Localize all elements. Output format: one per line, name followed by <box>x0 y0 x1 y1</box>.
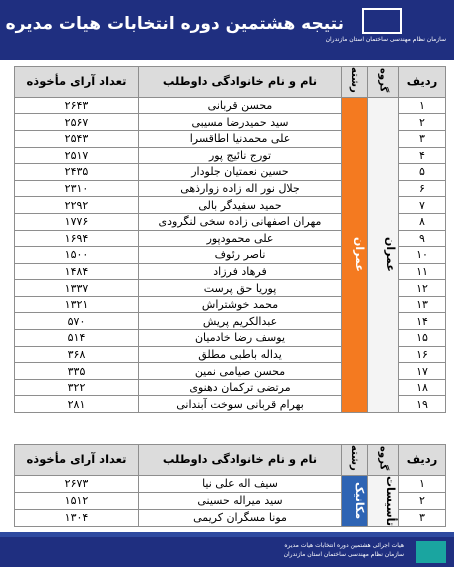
candidate-name: مهران اصفهانی زاده سخی لنگرودی <box>139 213 342 230</box>
row-number: ۵ <box>399 164 446 181</box>
vote-count: ۱۶۹۴ <box>15 230 139 247</box>
row-number: ۲ <box>399 114 446 131</box>
candidate-name: عبدالکریم پریش <box>139 313 342 330</box>
vote-count: ۲۴۳۵ <box>15 164 139 181</box>
row-number: ۱۹ <box>399 396 446 413</box>
candidate-name: سید حمیدرضا مسیبی <box>139 114 342 131</box>
candidate-name: حسین نعمتیان جلودار <box>139 164 342 181</box>
vote-count: ۲۳۱۰ <box>15 180 139 197</box>
vote-count: ۱۴۸۴ <box>15 263 139 280</box>
candidate-name: سید میراله حسینی <box>139 492 342 509</box>
field-cell: مکانیک <box>342 475 368 526</box>
row-number: ۱۱ <box>399 263 446 280</box>
footer-line-2: سازمان نظام مهندسی ساختمان استان مازندران <box>283 551 404 558</box>
footer-logo-icon <box>416 541 446 563</box>
col-header-field: رشته <box>342 67 368 98</box>
candidate-name: فرهاد فرزاد <box>139 263 342 280</box>
table-row <box>15 475 446 492</box>
page-header <box>0 0 454 60</box>
vote-count: ۲۸۱ <box>15 396 139 413</box>
col-header-num: ردیف <box>399 67 446 98</box>
row-number: ۲ <box>399 492 446 509</box>
row-number: ۱۰ <box>399 247 446 264</box>
row-number: ۱۵ <box>399 330 446 347</box>
vote-count: ۱۵۰۰ <box>15 247 139 264</box>
candidate-name: یوسف رضا خادمیان <box>139 330 342 347</box>
candidate-name: محسن صیامی نمین <box>139 363 342 380</box>
candidate-name: تورج نائیج پور <box>139 147 342 164</box>
vote-count: ۳۲۲ <box>15 379 139 396</box>
row-number: ۱۳ <box>399 296 446 313</box>
row-number: ۳ <box>399 509 446 526</box>
col-header-group: گروه <box>368 445 399 476</box>
vote-count: ۲۲۹۲ <box>15 197 139 214</box>
col-header-votes: تعداد آرای مأخوذه <box>15 67 139 98</box>
candidate-name: مونا مسگران کریمی <box>139 509 342 526</box>
vote-count: ۲۶۴۳ <box>15 97 139 114</box>
results-table-civil <box>14 66 446 413</box>
row-number: ۹ <box>399 230 446 247</box>
vote-count: ۳۳۵ <box>15 363 139 380</box>
table-row <box>15 97 446 114</box>
candidate-name: سیف اله علی نیا <box>139 475 342 492</box>
row-number: ۱۸ <box>399 379 446 396</box>
row-number: ۱۴ <box>399 313 446 330</box>
vote-count: ۲۵۴۳ <box>15 130 139 147</box>
col-header-num: ردیف <box>399 445 446 476</box>
table-header-row <box>15 67 446 98</box>
candidate-name: یداله باطبی مطلق <box>139 346 342 363</box>
vote-count: ۱۳۲۱ <box>15 296 139 313</box>
candidate-name: علی محمدنیا اطاقسرا <box>139 130 342 147</box>
row-number: ۸ <box>399 213 446 230</box>
row-number: ۱۶ <box>399 346 446 363</box>
col-header-field: رشته <box>342 445 368 476</box>
row-number: ۷ <box>399 197 446 214</box>
candidate-name: بهرام قربانی سوخت آبندانی <box>139 396 342 413</box>
vote-count: ۱۳۰۴ <box>15 509 139 526</box>
footer-text <box>204 541 404 559</box>
vote-count: ۲۶۷۳ <box>15 475 139 492</box>
footer-line-1: هیات اجرائی هشتمین دوره انتخابات هیات مدیره <box>284 542 404 549</box>
candidate-name: پوریا حق پرست <box>139 280 342 297</box>
col-header-group: گروه <box>368 67 399 98</box>
vote-count: ۱۵۱۲ <box>15 492 139 509</box>
col-header-name: نام و نام خانوادگی داوطلب <box>139 445 342 476</box>
row-number: ۱ <box>399 97 446 114</box>
organization-name: سازمان نظام مهندسی ساختمان استان مازندران <box>325 36 446 43</box>
col-header-name: نام و نام خانوادگی داوطلب <box>139 67 342 98</box>
vote-count: ۵۷۰ <box>15 313 139 330</box>
row-number: ۱۲ <box>399 280 446 297</box>
candidate-name: علی محمودپور <box>139 230 342 247</box>
row-number: ۱ <box>399 475 446 492</box>
page-footer <box>0 537 454 567</box>
vote-count: ۱۳۳۷ <box>15 280 139 297</box>
row-number: ۳ <box>399 130 446 147</box>
candidate-name: محمد خوشتراش <box>139 296 342 313</box>
table-header-row <box>15 445 446 476</box>
vote-count: ۲۵۶۷ <box>15 114 139 131</box>
vote-count: ۵۱۴ <box>15 330 139 347</box>
group-cell: عمران <box>368 97 399 412</box>
group-cell: تأسیسات <box>368 475 399 526</box>
candidate-name: مرتضی ترکمان دهنوی <box>139 379 342 396</box>
organization-logo <box>325 6 446 54</box>
candidate-name: محسن قربانی <box>139 97 342 114</box>
vote-count: ۲۵۱۷ <box>15 147 139 164</box>
candidate-name: ناصر رئوف <box>139 247 342 264</box>
row-number: ۶ <box>399 180 446 197</box>
candidate-name: حمید سفیدگر بالی <box>139 197 342 214</box>
vote-count: ۱۷۷۶ <box>15 213 139 230</box>
page-title: نتیجه هشتمین دوره انتخابات هیات مدیره <box>5 14 344 34</box>
logo-icon <box>362 8 402 34</box>
field-cell: عمران <box>342 97 368 412</box>
candidate-name: جلال نور اله زاده زوارذهی <box>139 180 342 197</box>
row-number: ۴ <box>399 147 446 164</box>
vote-count: ۳۶۸ <box>15 346 139 363</box>
results-table-mechanical <box>14 444 446 527</box>
row-number: ۱۷ <box>399 363 446 380</box>
col-header-votes: تعداد آرای مأخوذه <box>15 445 139 476</box>
